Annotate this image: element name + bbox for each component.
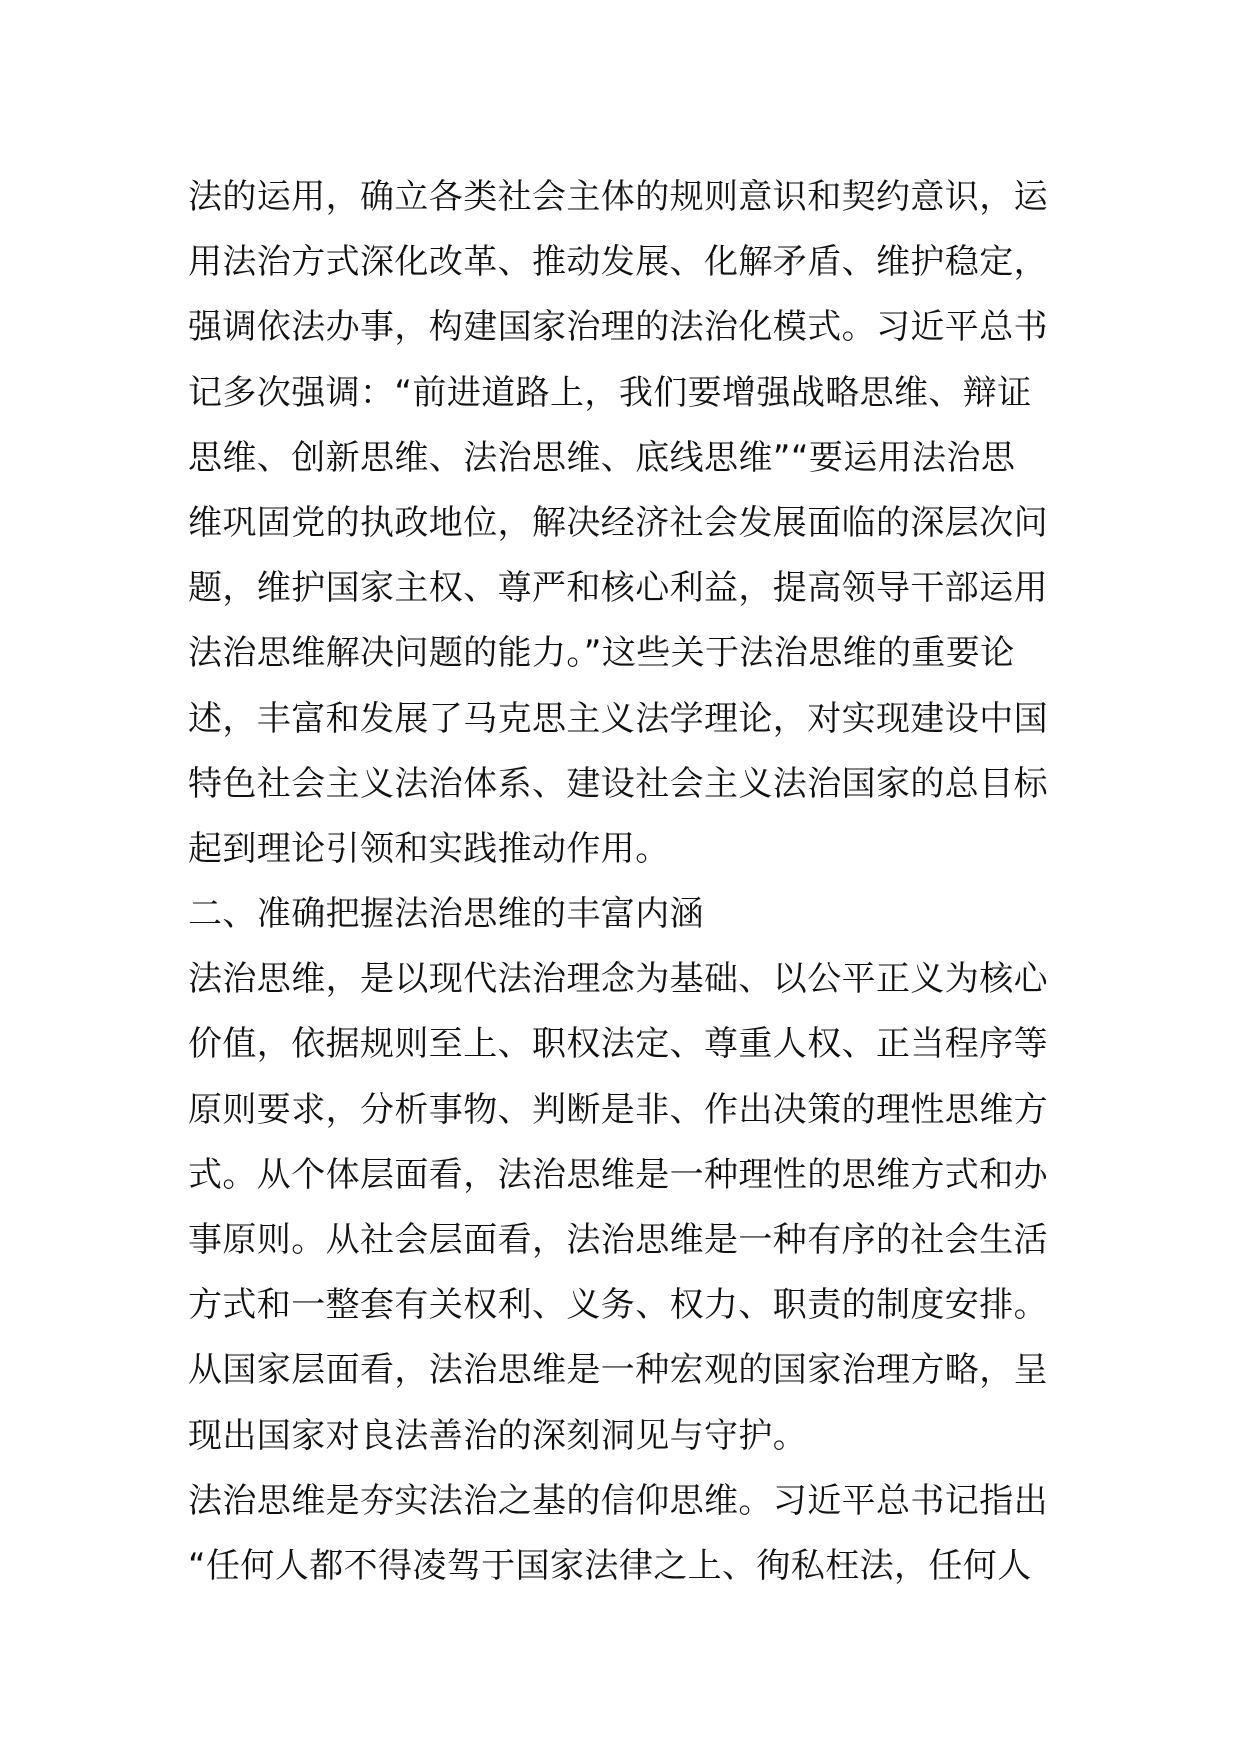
text-line: 题，维护国家主权、尊严和核心利益，提高领导干部运用: [188, 568, 1048, 609]
text-line: 述，丰富和发展了马克思主义法学理论，对实现建设中国: [188, 698, 1048, 739]
text-line: 记多次强调：“前进道路上，我们要增强战略思维、辩证: [188, 372, 1032, 413]
body-text: [188, 165, 1058, 1599]
text-line: 法的运用，确立各类社会主体的规则意识和契约意识，运: [188, 177, 1048, 217]
text-line: 法治思维解决问题的能力。”这些关于法治思维的重要论: [188, 633, 1015, 674]
text-line: 维巩固党的执政地位，解决经济社会发展面临的深层次问: [188, 502, 1048, 543]
text-line: 强调依法办事，构建国家治理的法治化模式。习近平总书: [188, 307, 1048, 348]
text-line: 方式和一整套有关权利、义务、权力、职责的制度安排。: [188, 1285, 1048, 1326]
text-line: 原则要求，分析事物、判断是非、作出决策的理性思维方: [188, 1089, 1048, 1130]
text-line: 式。从个体层面看，法治思维是一种理性的思维方式和办: [188, 1154, 1048, 1195]
text-line: 从国家层面看，法治思维是一种宏观的国家治理方略，呈: [188, 1350, 1048, 1391]
text-line: 法治思维是夯实法治之基的信仰思维。习近平总书记指出: [188, 1480, 1048, 1521]
text-line: 思维、创新思维、法治思维、底线思维”“要运用法治思: [188, 437, 1016, 478]
text-line: 特色社会主义法治体系、建设社会主义法治国家的总目标: [188, 763, 1048, 804]
text-line: 事原则。从社会层面看，法治思维是一种有序的社会生活: [188, 1220, 1048, 1260]
text-line: “任何人都不得凌驾于国家法律之上、徇私枉法，任何人: [188, 1545, 1032, 1586]
section-heading: 二、准确把握法治思维的丰富内涵: [188, 894, 704, 935]
text-line: 起到理论引领和实践推动作用。: [188, 828, 670, 869]
text-line: 价值，依据规则至上、职权法定、尊重人权、正当程序等: [188, 1024, 1048, 1065]
text-line: 现出国家对良法善治的深刻洞见与守护。: [188, 1415, 808, 1456]
text-line: 法治思维，是以现代法治理念为基础、以公平正义为核心: [188, 959, 1048, 1000]
text-line: 用法治方式深化改革、推动发展、化解矛盾、维护稳定，: [188, 242, 1048, 283]
